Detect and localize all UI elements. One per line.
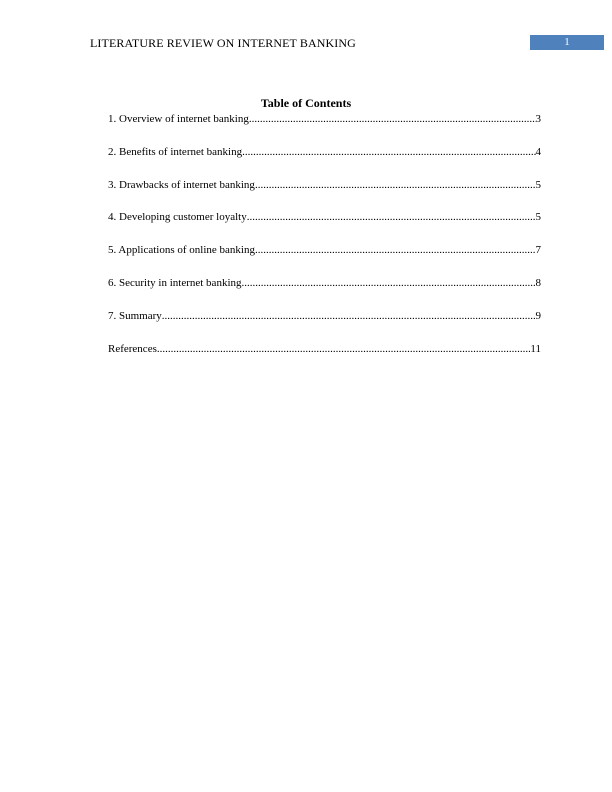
toc-title: Table of Contents	[260, 96, 352, 110]
toc-dot-leader	[242, 145, 535, 159]
toc-entry-page: 4	[535, 145, 541, 158]
toc-entry[interactable]	[108, 178, 541, 192]
toc-entry-page: 11	[530, 342, 541, 355]
toc-entry-page: 9	[535, 309, 541, 322]
toc-entry[interactable]	[108, 276, 541, 290]
toc-entry-label: 1. Overview of internet banking	[108, 113, 249, 125]
toc-entry[interactable]	[108, 210, 541, 224]
toc-entry[interactable]	[108, 145, 541, 159]
toc-dot-leader	[242, 276, 536, 290]
toc-entry-label: 3. Drawbacks of internet banking	[108, 178, 255, 191]
toc-dot-leader	[249, 112, 536, 126]
toc-entry[interactable]	[108, 342, 541, 356]
toc-entry-page: 7	[535, 244, 541, 257]
toc-dot-leader	[255, 243, 536, 257]
toc-entry-label: 7. Summary	[108, 309, 162, 322]
toc-entry[interactable]	[108, 243, 541, 257]
toc-dot-leader	[157, 342, 531, 356]
page-number-badge: 1	[530, 35, 604, 50]
toc-dot-leader	[247, 210, 536, 224]
table-of-contents	[108, 112, 541, 374]
toc-entry[interactable]	[108, 112, 541, 126]
toc-entry-label: 2. Benefits of internet banking	[108, 145, 243, 158]
toc-entry-label: 6. Security in internet banking	[108, 276, 242, 289]
toc-entry-label: 5. Applications of online banking	[108, 244, 255, 257]
page-header	[90, 35, 604, 51]
toc-entry[interactable]	[108, 309, 541, 323]
toc-entry-label: 4. Developing customer loyalty	[108, 211, 247, 224]
toc-entry-page: 5	[535, 211, 541, 224]
toc-dot-leader	[255, 178, 536, 192]
toc-entry-page: 5	[535, 178, 541, 191]
toc-entry-page: 3	[535, 113, 541, 125]
header-title: LITERATURE REVIEW ON INTERNET BANKING	[90, 36, 356, 50]
toc-dot-leader	[162, 309, 536, 323]
toc-entry-page: 8	[535, 276, 541, 289]
toc-entry-label: References	[108, 342, 157, 355]
